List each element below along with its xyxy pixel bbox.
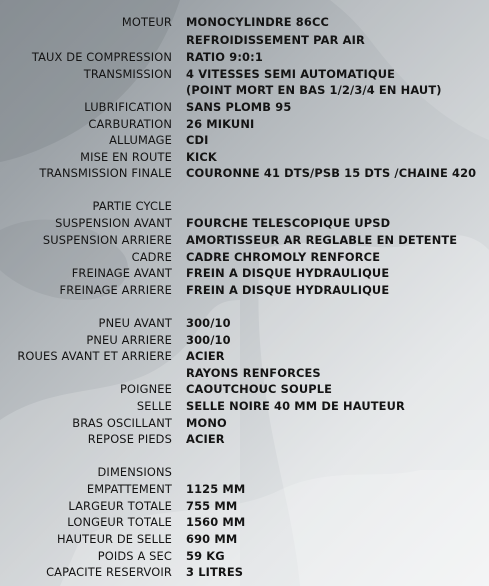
spec-label: LONGEUR TOTALE (67, 515, 172, 529)
spec-row-transmission-cont (0, 82, 489, 98)
spec-row-moteur (0, 14, 489, 30)
spec-value: ACIER (186, 349, 225, 363)
spec-row-compression (0, 49, 489, 65)
spec-value: (POINT MORT EN BAS 1/2/3/4 EN HAUT) (186, 83, 442, 97)
spec-row-cadre (0, 249, 489, 265)
spec-row-moteur-cont (0, 32, 489, 48)
spec-value: FOURCHE TELESCOPIQUE UPSD (186, 216, 391, 230)
spec-row-poids-a-sec (0, 548, 489, 564)
spec-row-pneu-arriere (0, 332, 489, 348)
spec-value: 26 MIKUNI (186, 117, 255, 131)
spec-value: 3 LITRES (186, 565, 244, 579)
spec-value: 1125 MM (186, 482, 246, 496)
spec-row-carburation (0, 116, 489, 132)
spec-value: SELLE NOIRE 40 MM DE HAUTEUR (186, 399, 405, 413)
spec-row-repose-pieds (0, 431, 489, 447)
spec-value: RATIO 9:0:1 (186, 50, 263, 64)
spec-row-roues (0, 348, 489, 364)
spec-label: HAUTEUR DE SELLE (56, 532, 172, 546)
spec-value: SANS PLOMB 95 (186, 100, 292, 114)
spec-label: SELLE (136, 399, 172, 413)
spec-row-transmission (0, 66, 489, 82)
spec-row-suspension-avant (0, 215, 489, 231)
spec-label: PNEU AVANT (98, 316, 172, 330)
spec-row-mise-en-route (0, 149, 489, 165)
spec-label: MISE EN ROUTE (80, 150, 172, 164)
spec-value: 4 VITESSES SEMI AUTOMATIQUE (186, 67, 396, 81)
section-heading: DIMENSIONS (97, 465, 172, 479)
spec-row-freinage-arriere (0, 282, 489, 298)
spec-label: FREINAGE ARRIERE (59, 283, 172, 297)
spec-row-largeur-totale (0, 498, 489, 514)
spec-value: FREIN A DISQUE HYDRAULIQUE (186, 283, 390, 297)
spec-label: LUBRIFICATION (84, 100, 172, 114)
spec-row-roues-cont (0, 365, 489, 381)
spec-label: POIDS A SEC (97, 549, 172, 563)
spec-label: ROUES AVANT ET ARRIERE (17, 349, 172, 363)
spec-row-suspension-arriere (0, 232, 489, 248)
spec-value: 300/10 (186, 333, 231, 347)
spec-value: CAOUTCHOUC SOUPLE (186, 382, 333, 396)
spec-label: TRANSMISSION (83, 67, 172, 81)
section-heading-dimensions (0, 464, 489, 480)
spec-label: MOTEUR (121, 15, 172, 29)
spec-value: CDI (186, 133, 209, 147)
spec-value: 690 MM (186, 532, 238, 546)
spec-label: PNEU ARRIERE (86, 333, 172, 347)
spec-value: MONOCYLINDRE 86CC (186, 15, 329, 29)
spec-label: ALLUMAGE (109, 133, 172, 147)
spec-row-freinage-avant (0, 265, 489, 281)
section-heading: PARTIE CYCLE (92, 199, 172, 213)
spec-row-poignee (0, 381, 489, 397)
spec-row-capacite-reservoir (0, 564, 489, 580)
spec-row-selle (0, 398, 489, 414)
spec-value: REFROIDISSEMENT PAR AIR (186, 33, 365, 47)
spec-label: TAUX DE COMPRESSION (31, 50, 172, 64)
section-heading-partie-cycle (0, 198, 489, 214)
spec-value: AMORTISSEUR AR REGLABLE EN DETENTE (186, 233, 458, 247)
spec-value: 59 KG (186, 549, 225, 563)
spec-row-bras-oscillant (0, 415, 489, 431)
spec-label: TRANSMISSION FINALE (39, 166, 172, 180)
spec-row-empattement (0, 481, 489, 497)
spec-value: COURONNE 41 DTS/PSB 15 DTS /CHAINE 420 (186, 166, 477, 180)
spec-value: ACIER (186, 432, 225, 446)
spec-label: BRAS OSCILLANT (72, 416, 172, 430)
spec-label: POIGNEE (120, 382, 172, 396)
spec-value: 300/10 (186, 316, 231, 330)
spec-label: CARBURATION (88, 117, 172, 131)
spec-label: CADRE (131, 250, 172, 264)
spec-value: KICK (186, 150, 217, 164)
spec-label: EMPATTEMENT (86, 482, 172, 496)
spec-row-pneu-avant (0, 315, 489, 331)
spec-row-hauteur-de-selle (0, 531, 489, 547)
spec-label: SUSPENSION ARRIERE (42, 233, 172, 247)
spec-value: RAYONS RENFORCES (186, 366, 321, 380)
spec-value: CADRE CHROMOLY RENFORCE (186, 250, 381, 264)
spec-label: REPOSE PIEDS (87, 432, 172, 446)
spec-label: CAPACITE RESERVOIR (46, 565, 172, 579)
spec-value: MONO (186, 416, 227, 430)
spec-label: FREINAGE AVANT (71, 266, 172, 280)
spec-row-allumage (0, 132, 489, 148)
spec-row-transmission-finale (0, 165, 489, 181)
spec-label: SUSPENSION AVANT (55, 216, 172, 230)
spec-value: 1560 MM (186, 515, 246, 529)
spec-label: LARGEUR TOTALE (68, 499, 172, 513)
spec-value: 755 MM (186, 499, 238, 513)
spec-row-longeur-totale (0, 514, 489, 530)
spec-value: FREIN A DISQUE HYDRAULIQUE (186, 266, 390, 280)
spec-row-lubrification (0, 99, 489, 115)
